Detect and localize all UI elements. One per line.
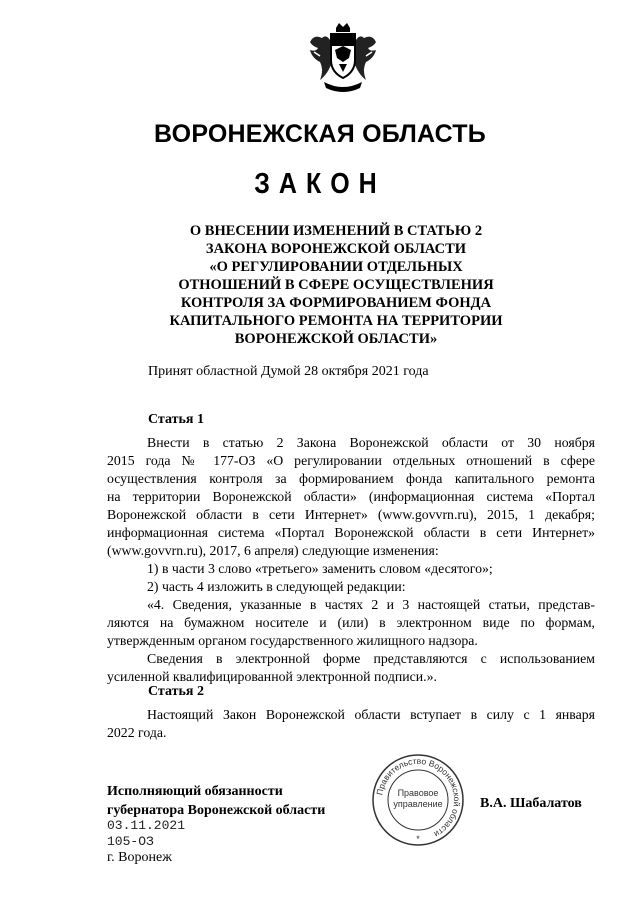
signing-date: 03.11.2021 — [107, 818, 186, 833]
article-2-title: Статья 2 — [148, 684, 204, 699]
subtitle-line: ОТНОШЕНИЙ В СФЕРЕ ОСУЩЕСТВЛЕНИЯ — [178, 277, 494, 293]
text-line: 1) в части 3 слово «третьего» заменить словом «десятого»; — [147, 561, 493, 576]
subtitle-line: КАПИТАЛЬНОГО РЕМОНТА НА ТЕРРИТОРИИ — [169, 313, 503, 329]
region-title: ВОРОНЕЖСКАЯ ОБЛАСТЬ — [154, 120, 486, 148]
subtitle-line: ВОРОНЕЖСКОЙ ОБЛАСТИ» — [234, 331, 438, 347]
text-line: Настоящий Закон Воронежской области вступает в силу с 1 января — [147, 707, 595, 722]
text-line: осуществления контроля за формированием фонда капитального ремонта — [107, 471, 595, 486]
text-line: усиленной квалифицированной электронной подписи.». — [107, 669, 437, 684]
text-line: «4. Сведения, указанные в частях 2 и 3 настоящей статьи, представ- — [147, 597, 595, 612]
article-1-body — [107, 434, 595, 686]
signatory-position — [107, 782, 325, 820]
text-line: ляются на бумажном носителе и (или) в электронном виде по формам, — [107, 615, 595, 630]
coat-of-arms-icon — [306, 22, 380, 96]
text-line: Внести в статью 2 Закона Воронежской области от 30 ноября — [147, 435, 595, 450]
article-2-body — [107, 706, 595, 742]
article-1-title: Статья 1 — [148, 412, 204, 427]
text-line: утвержденным органом государственного жилищного надзора. — [107, 633, 478, 648]
text-line: 2015 года № 177-ОЗ «О регулировании отдельных отношений в сфере — [107, 453, 595, 468]
subtitle-line: КОНТРОЛЯ ЗА ФОРМИРОВАНИЕМ ФОНДА — [180, 295, 492, 311]
adoption-date: Принят областной Думой 28 октября 2021 года — [148, 364, 429, 379]
text-line: на территории Воронежской области» (информационная система «Портал — [107, 489, 595, 504]
signing-city: г. Воронеж — [107, 850, 172, 865]
subtitle-line: О ВНЕСЕНИИ ИЗМЕНЕНИЙ В СТАТЬЮ 2 — [189, 223, 483, 239]
text-line: 2022 года. — [107, 725, 167, 740]
text-line: информационная система «Портал Воронежской области в сети Интернет» — [107, 525, 595, 540]
seal-star: * — [416, 834, 420, 844]
document-type: ЗАКОН — [254, 167, 386, 201]
text-line: Воронежской области в сети Интернет» (www.govvrn.ru), 2015, 1 декабря; — [107, 507, 595, 522]
subtitle-line: ЗАКОНА ВОРОНЕЖСКОЙ ОБЛАСТИ — [205, 241, 467, 257]
position-line: губернатора Воронежской области — [107, 803, 326, 818]
position-line: Исполняющий обязанности — [107, 784, 283, 799]
text-line: 2) часть 4 изложить в следующей редакции: — [147, 579, 406, 594]
seal-center-line: Правовое — [397, 788, 439, 798]
text-line: (www.govvrn.ru), 2017, 6 апреля) следующие изменения: — [107, 543, 439, 558]
seal-ring-text: Правительство Воронежской области — [374, 755, 463, 840]
subtitle-line: «О РЕГУЛИРОВАНИИ ОТДЕЛЬНЫХ — [209, 259, 463, 275]
law-number: 105-ОЗ — [107, 834, 154, 849]
law-subtitle — [150, 222, 522, 348]
stamp-seal-icon — [370, 752, 466, 848]
seal-center-line: управление — [393, 799, 443, 809]
text-line: Сведения в электронной форме представляются с использованием — [147, 651, 595, 666]
signer-name: В.А. Шабалатов — [480, 796, 582, 811]
